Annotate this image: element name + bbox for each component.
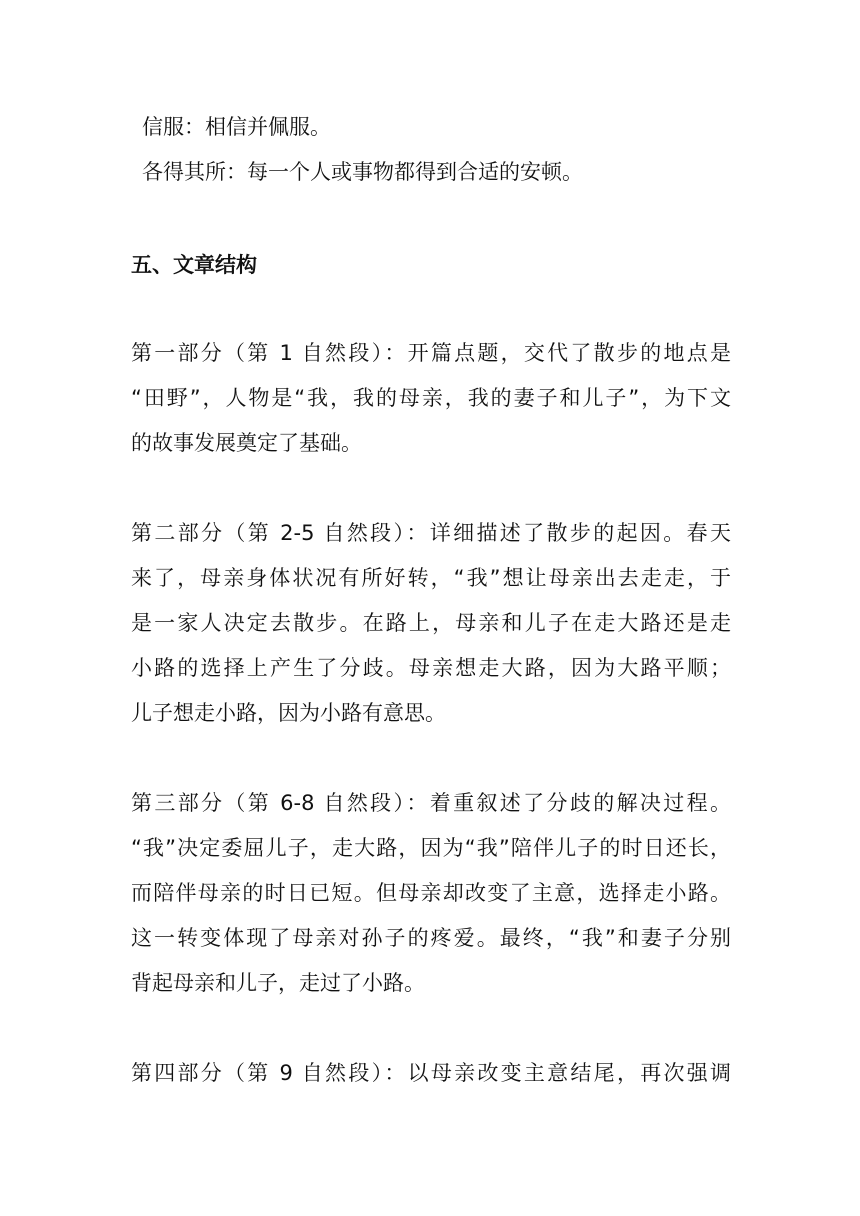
paragraph-line: “田野”，人物是“我，我的母亲，我的妻子和儿子”，为下文	[131, 386, 731, 410]
paragraph-line: 而陪伴母亲的时日已短。但母亲却改变了主意，选择走小路。	[131, 881, 731, 905]
paragraph-line: 来了，母亲身体状况有所好转，“我”想让母亲出去走走，于	[131, 566, 731, 590]
paragraph-line: 的故事发展奠定了基础。	[131, 431, 362, 455]
paragraph-part-four	[131, 1051, 731, 1096]
paragraph-line: 这一转变体现了母亲对孙子的疼爱。最终，“我”和妻子分别	[131, 926, 731, 950]
paragraph-line: 第三部分（第 6-8 自然段）：着重叙述了分歧的解决过程。	[131, 791, 731, 815]
paragraph-line: 第四部分（第 9 自然段）：以母亲改变主意结尾，再次强调	[131, 1061, 731, 1085]
paragraph-line: 小路的选择上产生了分歧。母亲想走大路，因为大路平顺；	[131, 656, 731, 680]
paragraph-line: 背起母亲和儿子，走过了小路。	[131, 971, 425, 995]
paragraph-line: 第一部分（第 1 自然段）：开篇点题，交代了散步的地点是	[131, 341, 731, 365]
paragraph-line: 是一家人决定去散步。在路上，母亲和儿子在走大路还是走	[131, 611, 731, 635]
paragraph-part-two	[131, 511, 731, 736]
paragraph-line: 儿子想走小路，因为小路有意思。	[131, 701, 446, 725]
definition-xinfu: 信服：相信并佩服。	[142, 115, 331, 139]
definition-gedeqisuo: 各得其所：每一个人或事物都得到合适的安顿。	[142, 160, 583, 184]
paragraph-line: “我”决定委屈儿子，走大路，因为“我”陪伴儿子的时日还长，	[131, 836, 731, 860]
paragraph-line: 第二部分（第 2-5 自然段）：详细描述了散步的起因。春天	[131, 521, 731, 545]
paragraph-part-three	[131, 781, 731, 1006]
paragraph-part-one	[131, 331, 731, 466]
section-heading: 五、文章结构	[131, 253, 257, 277]
